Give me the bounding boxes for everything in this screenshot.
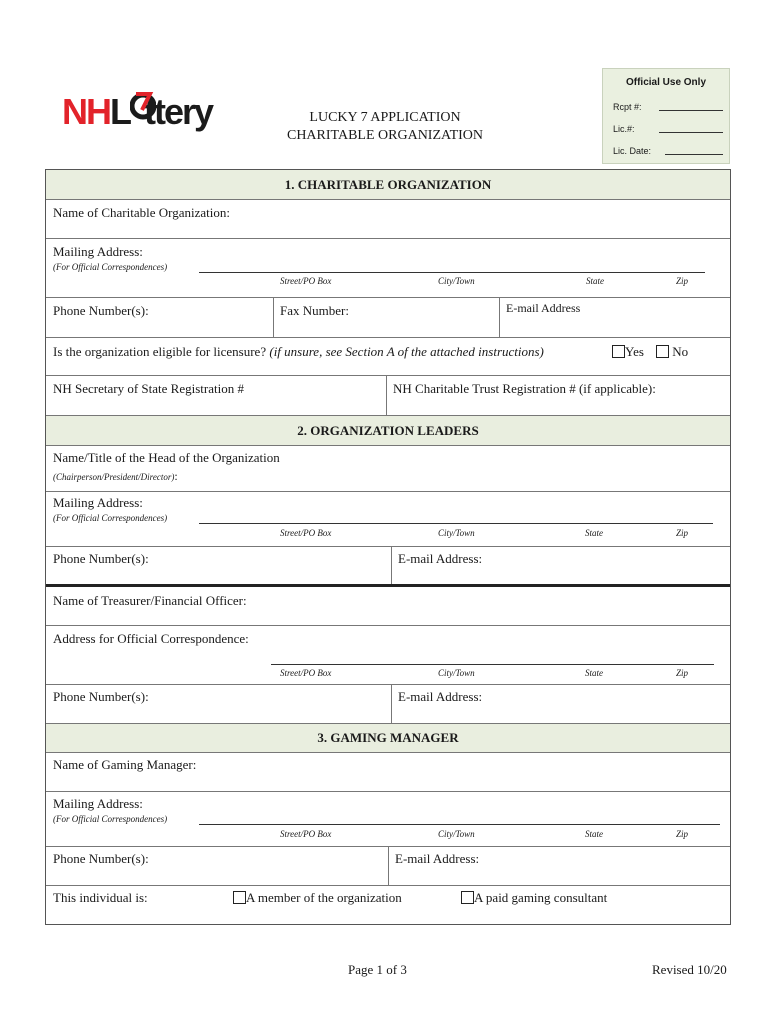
s2-zip-caption: Zip [676, 528, 689, 538]
s2-mailing-label: Mailing Address: [53, 495, 143, 510]
head-name-sub [53, 469, 178, 484]
lic-date-field[interactable] [665, 146, 723, 155]
section2-heading [46, 416, 730, 446]
no-label: No [672, 344, 689, 359]
yes-label: Yes [625, 344, 644, 359]
s3-mailing-label: Mailing Address: [53, 796, 143, 811]
head-org-row[interactable] [46, 446, 730, 492]
s3-phone-label: Phone Number(s): [53, 851, 149, 866]
lic-label: Lic.#: [613, 124, 635, 134]
eligibility-note: (if unsure, see Section A of the attached instructions) [269, 344, 544, 359]
divider [391, 685, 392, 723]
s2b-contact-row [46, 685, 730, 724]
s1-phone-label: Phone Number(s): [53, 303, 149, 318]
lic-date-row [613, 146, 723, 156]
document-subtitle: CHARITABLE ORGANIZATION [286, 128, 484, 143]
rcpt-row [613, 102, 723, 112]
s3-zip-caption: Zip [676, 829, 689, 839]
official-use-box [602, 68, 730, 164]
no-checkbox[interactable] [656, 345, 669, 358]
head-sub-text: (Chairperson/President/Director) [53, 472, 175, 482]
treasurer-address-line[interactable] [271, 664, 714, 665]
individual-type-row [46, 886, 730, 925]
s2b-city-caption: City/Town [438, 668, 475, 678]
s1-city-caption: City/Town [438, 276, 475, 286]
s2-for-official: (For Official Correspondences) [53, 513, 168, 523]
treasurer-label: Name of Treasurer/Financial Officer: [53, 593, 247, 608]
lic-date-label: Lic. Date: [613, 146, 652, 156]
individual-is-label: This individual is: [53, 890, 148, 905]
s2-street-caption: Street/PO Box [280, 528, 332, 538]
consultant-label: A paid gaming consultant [474, 890, 608, 905]
s2-contact-row [46, 547, 730, 587]
treasurer-address-label: Address for Official Correspondence: [53, 631, 249, 646]
section2-title: 2. ORGANIZATION LEADERS [297, 422, 479, 438]
s2b-phone-label: Phone Number(s): [53, 689, 149, 704]
rcpt-field[interactable] [659, 102, 723, 111]
logo-nh-text: NH [62, 91, 110, 132]
s2-city-caption: City/Town [438, 528, 475, 538]
s1-fax-label: Fax Number: [280, 303, 349, 318]
s3-email-label: E-mail Address: [395, 851, 480, 866]
sos-registration-label: NH Secretary of State Registration # [53, 381, 244, 396]
s2b-email-label: E-mail Address: [398, 689, 483, 704]
rcpt-label: Rcpt #: [613, 102, 642, 112]
registration-row [46, 376, 730, 416]
section1-title: 1. CHARITABLE ORGANIZATION [284, 176, 492, 192]
s2-mailing-row[interactable] [46, 492, 730, 547]
s3-for-official: (For Official Correspondences) [53, 814, 168, 824]
manager-name-row[interactable] [46, 753, 730, 792]
logo-l-text: L [110, 91, 130, 132]
s3-street-caption: Street/PO Box [280, 829, 332, 839]
head-name-label: Name/Title of the Head of the Organization [53, 450, 280, 465]
member-checkbox[interactable] [233, 891, 246, 904]
manager-name-label: Name of Gaming Manager: [53, 757, 197, 772]
divider [386, 376, 387, 415]
divider [499, 298, 500, 337]
member-option[interactable] [233, 890, 402, 906]
official-use-title: Official Use Only [625, 77, 707, 88]
s1-email-label: E-mail Address [506, 301, 581, 315]
lucky-seven-icon [130, 94, 144, 124]
document-title: LUCKY 7 APPLICATION [309, 110, 461, 125]
s3-city-caption: City/Town [438, 829, 475, 839]
s1-zip-caption: Zip [676, 276, 689, 286]
s1-state-caption: State [586, 276, 604, 286]
s1-mailing-row[interactable] [46, 239, 730, 298]
s2b-state-caption: State [585, 668, 603, 678]
eligibility-no[interactable] [656, 344, 688, 360]
page-number: Page 1 of 3 [348, 962, 407, 977]
s1-contact-row [46, 298, 730, 338]
divider [391, 547, 392, 584]
logo-rest-text: ttery [143, 91, 212, 132]
s1-street-caption: Street/PO Box [280, 276, 332, 286]
s2-email-label: E-mail Address: [398, 551, 483, 566]
treasurer-address-row[interactable] [46, 626, 730, 685]
section1-heading [46, 170, 730, 200]
section3-heading [46, 724, 730, 753]
s2-phone-label: Phone Number(s): [53, 551, 149, 566]
s3-mailing-row[interactable] [46, 792, 730, 847]
trust-registration-label: NH Charitable Trust Registration # (if applicable): [393, 381, 656, 396]
nh-lottery-logo [62, 92, 212, 138]
eligibility-question-text: Is the organization eligible for licensure? [53, 344, 267, 359]
s2-state-caption: State [585, 528, 603, 538]
s2b-street-caption: Street/PO Box [280, 668, 332, 678]
s1-address-line[interactable] [199, 272, 705, 273]
consultant-checkbox[interactable] [461, 891, 474, 904]
lic-field[interactable] [659, 124, 723, 133]
eligibility-question [53, 344, 544, 360]
s2b-zip-caption: Zip [676, 668, 689, 678]
lic-row [613, 124, 723, 134]
revision-date: Revised 10/20 [652, 962, 727, 977]
s3-address-line[interactable] [199, 824, 720, 825]
eligibility-yes[interactable] [612, 344, 644, 360]
s1-mailing-label: Mailing Address: [53, 244, 143, 259]
section3-title: 3. GAMING MANAGER [317, 730, 459, 745]
treasurer-row[interactable] [46, 587, 730, 626]
divider [388, 847, 389, 885]
divider [273, 298, 274, 337]
s2-address-line[interactable] [199, 523, 713, 524]
consultant-option[interactable] [461, 890, 607, 906]
s3-contact-row [46, 847, 730, 886]
application-form [45, 169, 731, 925]
member-label: A member of the organization [246, 890, 402, 905]
org-name-row[interactable] [46, 200, 730, 239]
org-name-label: Name of Charitable Organization: [53, 205, 231, 220]
head-colon: : [174, 469, 178, 483]
s1-for-official: (For Official Correspondences) [53, 262, 168, 272]
yes-checkbox[interactable] [612, 345, 625, 358]
s3-state-caption: State [585, 829, 603, 839]
eligibility-row [46, 338, 730, 376]
